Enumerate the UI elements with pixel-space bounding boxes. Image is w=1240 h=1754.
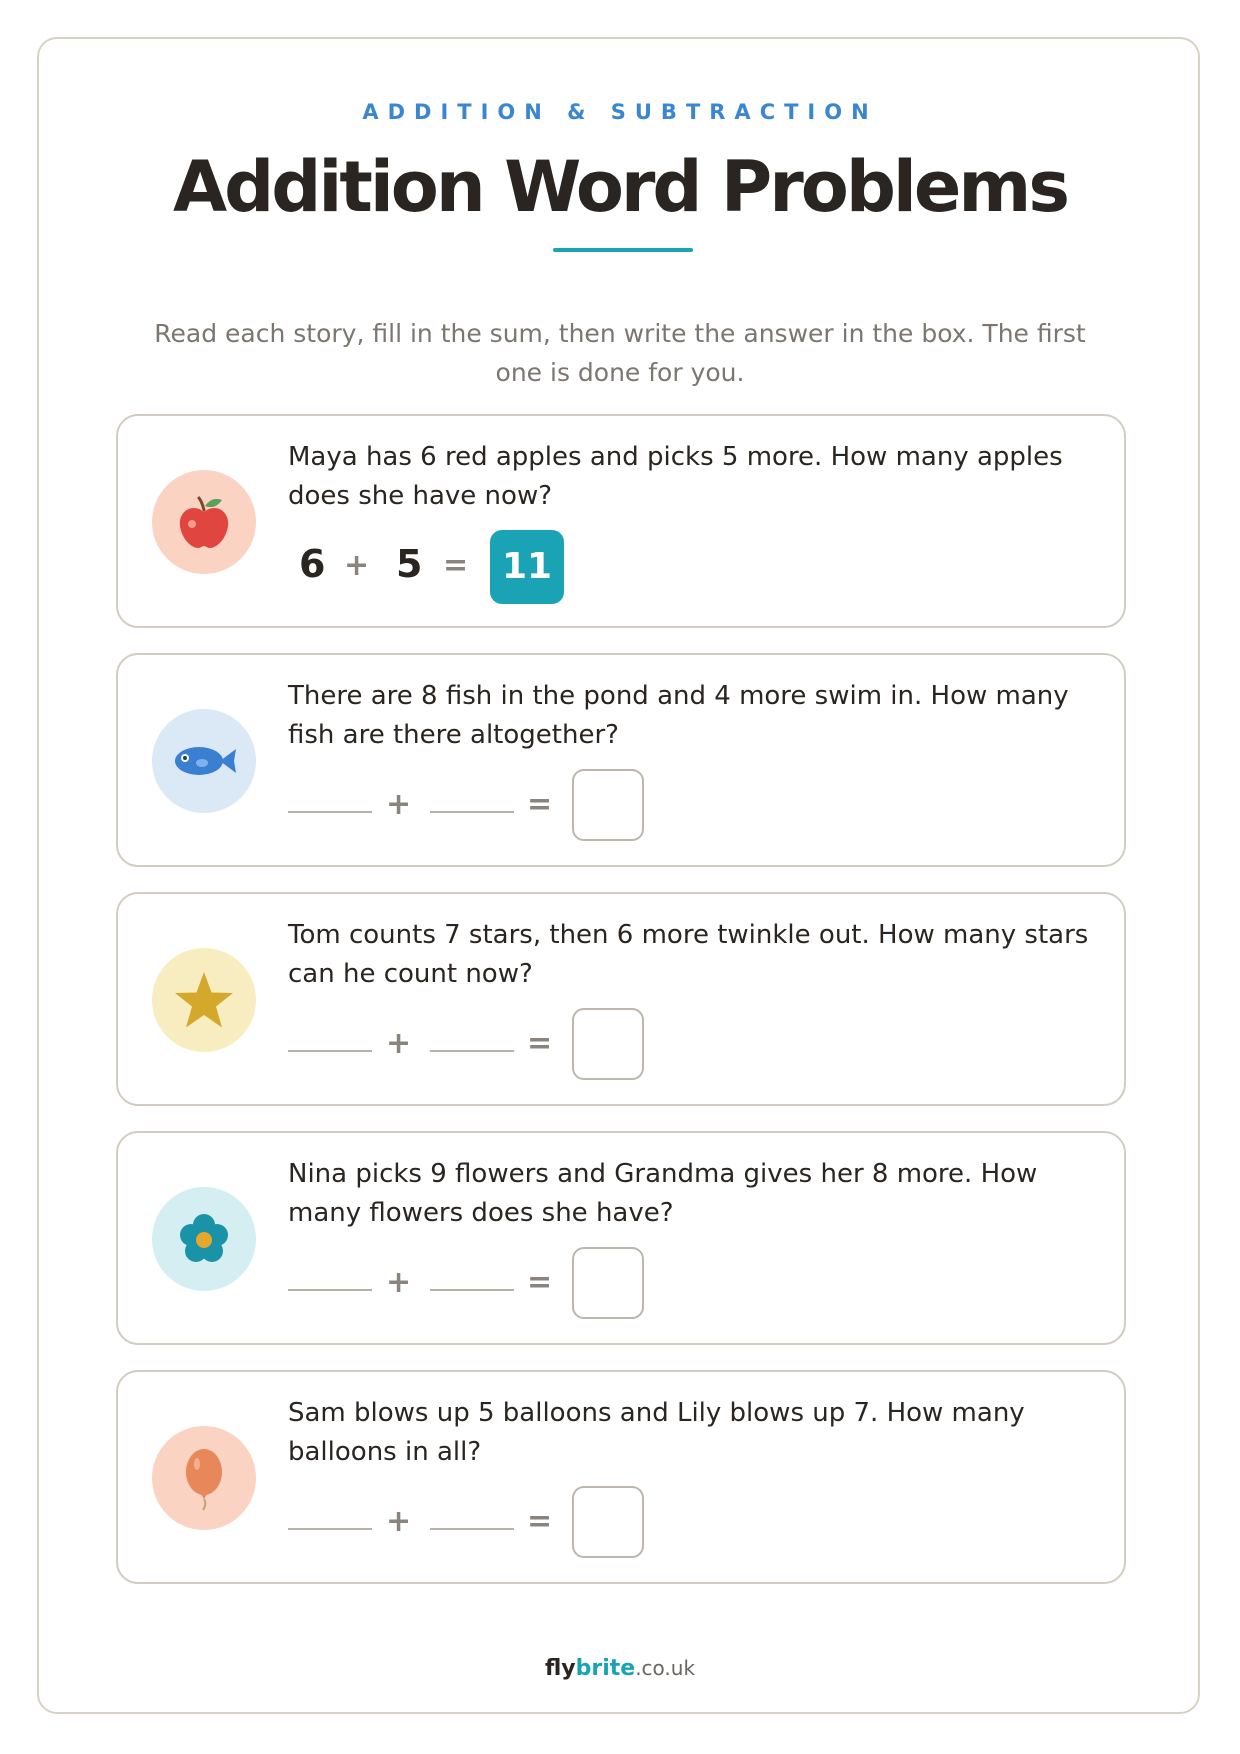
star-icon — [152, 948, 256, 1052]
equals-sign: = — [443, 548, 469, 583]
problem-story: Maya has 6 red apples and picks 5 more. How many apples does she have now? — [288, 442, 1063, 511]
title-underline — [553, 248, 693, 252]
balloon-icon — [152, 1426, 256, 1530]
problem-card-5 — [116, 1370, 1126, 1584]
problem-story: Sam blows up 5 balloons and Lily blows up 7. How many balloons in all? — [288, 1398, 1025, 1467]
brand-part-fly: fly — [544, 1656, 576, 1681]
apple-icon — [152, 470, 256, 574]
problem-card-2 — [116, 653, 1126, 867]
problem-story: Nina picks 9 flowers and Grandma gives her 8 more. How many flowers does she have? — [288, 1159, 1038, 1228]
apple-icon-circle — [152, 470, 256, 574]
flower-icon-circle — [152, 1187, 256, 1291]
answer-box[interactable] — [572, 769, 644, 841]
answer-box[interactable] — [572, 1247, 644, 1319]
equals-sign: = — [527, 1026, 553, 1061]
equation-row — [288, 769, 688, 843]
footer-brand — [0, 1656, 1240, 1681]
balloon-icon-circle — [152, 1426, 256, 1530]
plus-sign: + — [386, 1026, 412, 1061]
answer-box[interactable] — [572, 1486, 644, 1558]
fish-icon — [152, 709, 256, 813]
brand-part-brite: brite — [575, 1656, 636, 1681]
blank-addend-b[interactable] — [430, 1050, 514, 1052]
instructions: Read each story, fill in the sum, then write the answer in the box. The first one is done for you. — [154, 319, 1086, 387]
problem-card-3 — [116, 892, 1126, 1106]
equals-sign: = — [527, 1504, 553, 1539]
blank-addend-b[interactable] — [430, 811, 514, 813]
plus-sign: + — [344, 548, 370, 583]
plus-sign: + — [386, 787, 412, 822]
problem-card-4 — [116, 1131, 1126, 1345]
equals-sign: = — [527, 787, 553, 822]
equation-row — [288, 1247, 688, 1321]
page-title: Addition Word Problems — [172, 146, 1068, 228]
blank-addend-b[interactable] — [430, 1528, 514, 1530]
problem-card-1 — [116, 414, 1126, 628]
blank-addend-a[interactable] — [288, 811, 372, 813]
plus-sign: + — [386, 1265, 412, 1300]
equation-row — [288, 1486, 688, 1560]
answer-box-filled: 11 — [490, 530, 564, 604]
plus-sign: + — [386, 1504, 412, 1539]
flower-icon — [152, 1187, 256, 1291]
worksheet-kicker: ADDITION & SUBTRACTION — [362, 100, 878, 124]
brand-domain: .co.uk — [635, 1656, 696, 1680]
blank-addend-a[interactable] — [288, 1050, 372, 1052]
problem-story: Tom counts 7 stars, then 6 more twinkle out. How many stars can he count now? — [288, 920, 1089, 989]
addend-a: 6 — [299, 542, 326, 586]
problem-story: There are 8 fish in the pond and 4 more swim in. How many fish are there altogether? — [288, 681, 1069, 750]
addend-b: 5 — [396, 542, 423, 586]
star-icon-circle — [152, 948, 256, 1052]
blank-addend-a[interactable] — [288, 1528, 372, 1530]
fish-icon-circle — [152, 709, 256, 813]
equals-sign: = — [527, 1265, 553, 1300]
answer-box[interactable] — [572, 1008, 644, 1080]
blank-addend-b[interactable] — [430, 1289, 514, 1291]
equation-row — [288, 530, 688, 604]
equation-row — [288, 1008, 688, 1082]
blank-addend-a[interactable] — [288, 1289, 372, 1291]
